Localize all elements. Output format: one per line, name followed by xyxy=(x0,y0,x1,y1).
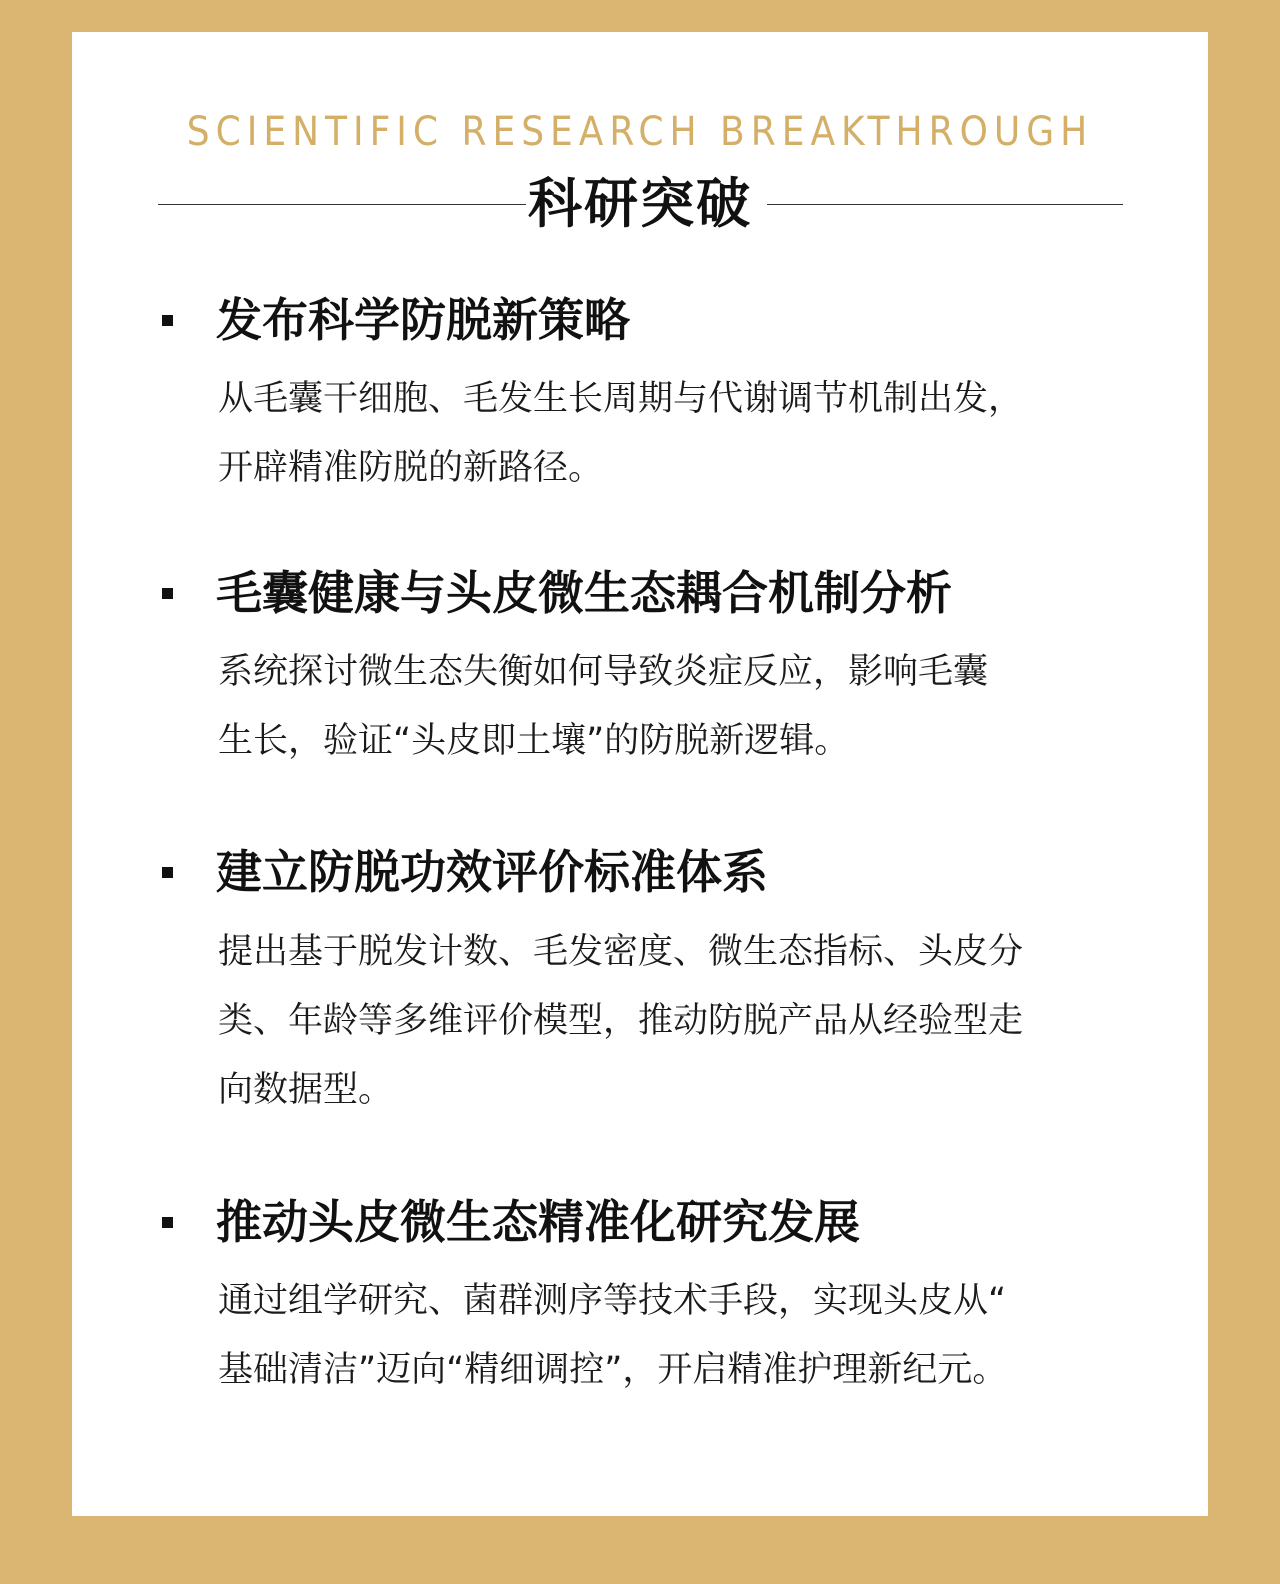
section-body xyxy=(218,365,1118,503)
body-line: 通过组学研究、菌群测序等技术手段，实现头皮从“ xyxy=(218,1281,1007,1321)
section-body xyxy=(218,918,1118,1125)
body-line: 系统探讨微生态失衡如何导致炎症反应，影响毛囊 xyxy=(218,652,989,692)
english-subtitle: SCIENTIFIC RESEARCH BREAKTHROUGH xyxy=(186,109,1094,155)
bullet-icon xyxy=(162,867,173,878)
section-heading: 推动头皮微生态精准化研究发展 xyxy=(216,1195,860,1249)
section-body xyxy=(218,1267,1118,1405)
bullet-icon xyxy=(162,315,173,326)
body-line: 向数据型。 xyxy=(218,1070,394,1110)
bullet-icon xyxy=(162,1217,173,1228)
page-title: 科研突破 xyxy=(528,171,752,235)
section-heading: 毛囊健康与头皮微生态耦合机制分析 xyxy=(216,566,952,620)
body-line: 基础清洁”迈向“精细调控”，开启精准护理新纪元。 xyxy=(218,1350,1008,1390)
body-line: 开辟精准防脱的新路径。 xyxy=(218,448,604,488)
title-row xyxy=(0,168,1280,238)
section-heading: 发布科学防脱新策略 xyxy=(216,293,630,347)
bullet-icon xyxy=(162,588,173,599)
title-divider-right xyxy=(767,204,1123,205)
section-body xyxy=(218,638,1118,776)
section-heading: 建立防脱功效评价标准体系 xyxy=(216,845,768,899)
body-line: 提出基于脱发计数、毛发密度、微生态指标、头皮分 xyxy=(218,932,1024,972)
body-line: 生长，验证“头皮即土壤”的防脱新逻辑。 xyxy=(218,721,850,761)
body-line: 从毛囊干细胞、毛发生长周期与代谢调节机制出发， xyxy=(218,379,1024,419)
body-line: 类、年龄等多维评价模型，推动防脱产品从经验型走 xyxy=(218,1001,1024,1041)
